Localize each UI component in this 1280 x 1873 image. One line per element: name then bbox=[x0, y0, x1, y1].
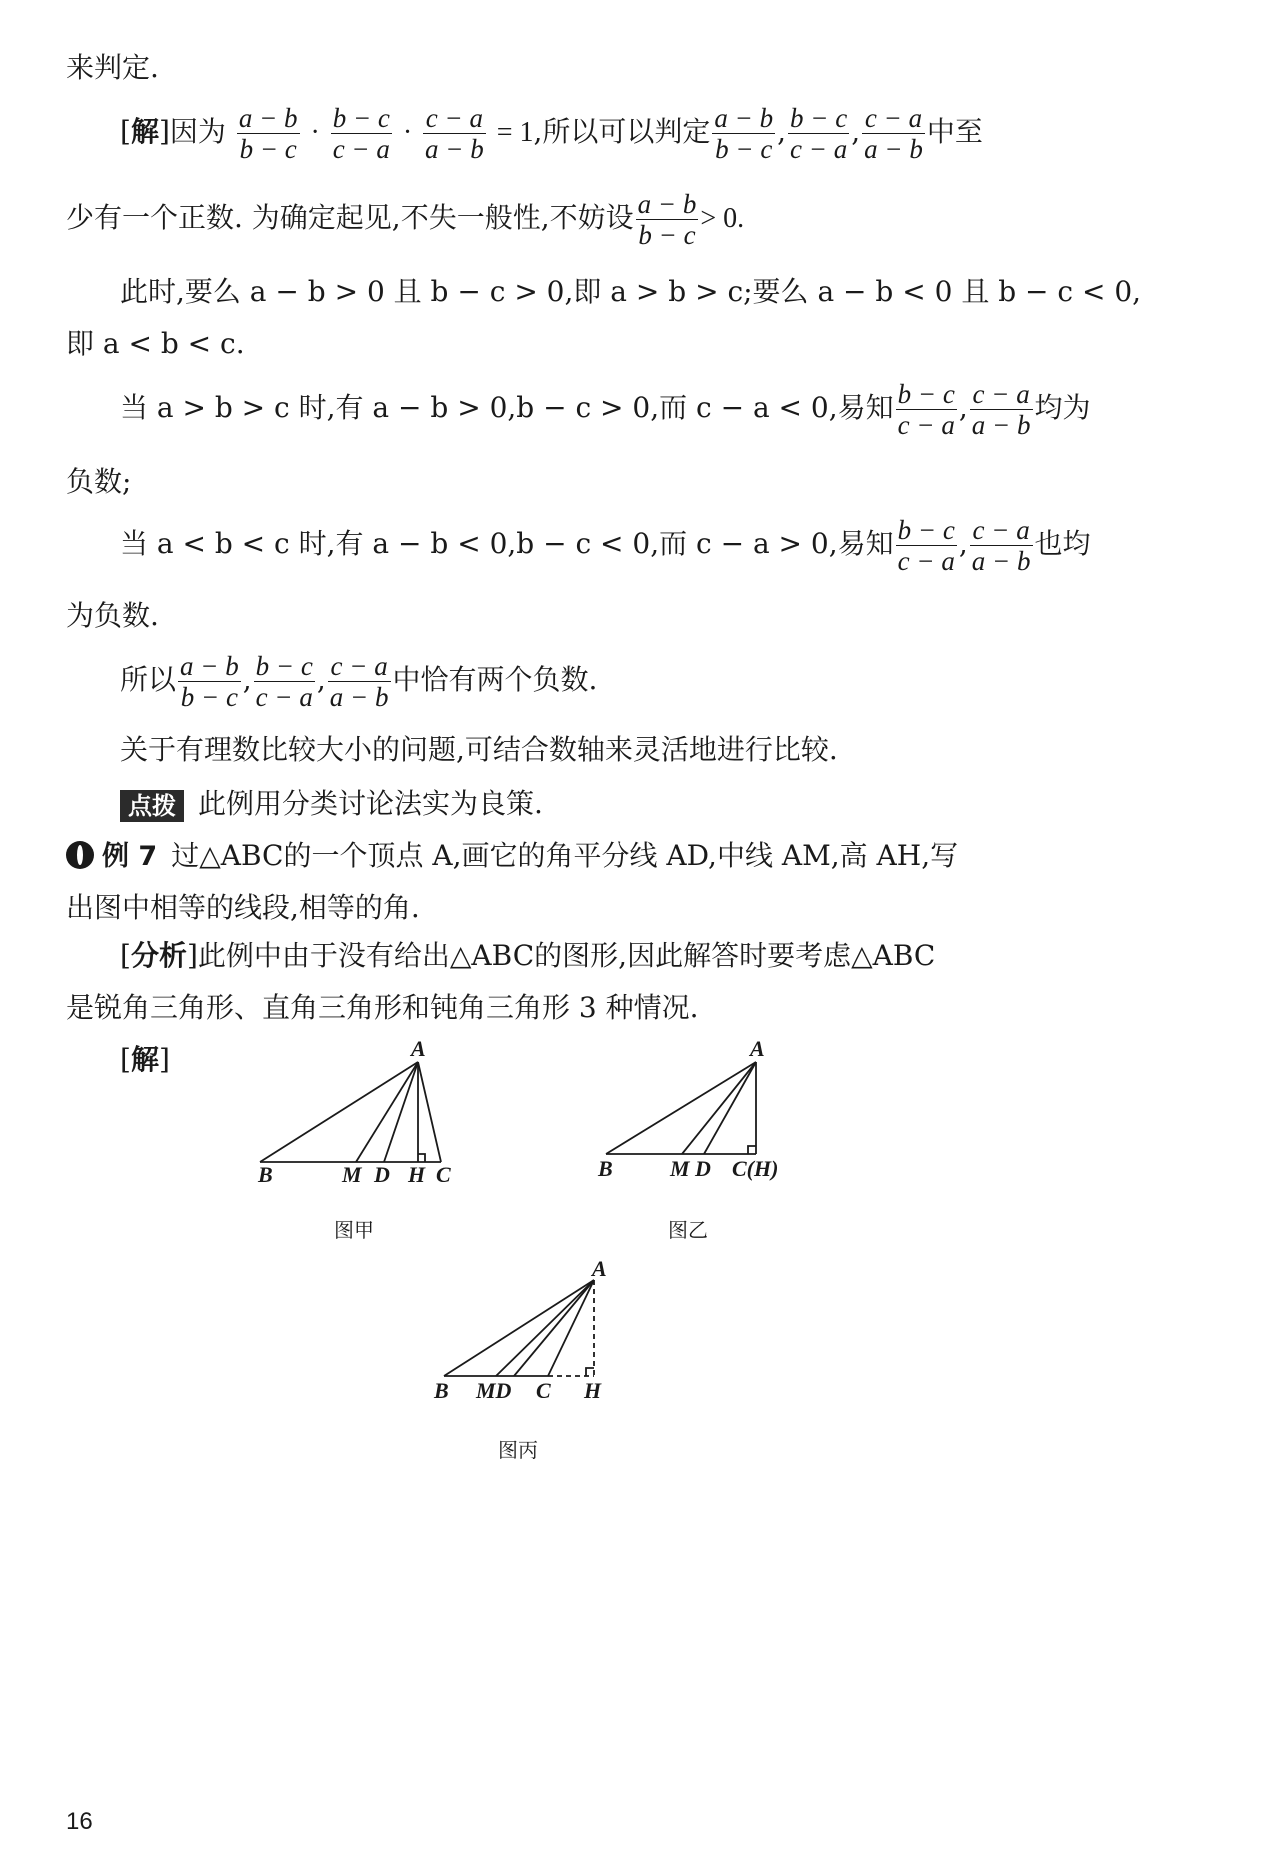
example-label: 例 7 bbox=[102, 841, 158, 872]
fraction: $\frac{b - c}{c - a}$ bbox=[897, 379, 955, 440]
label-C: C bbox=[536, 1378, 551, 1403]
fraction: $\frac{c - a}{a - b}$ bbox=[971, 379, 1031, 440]
fraction: $\frac{c - a}{a - b}$ bbox=[864, 103, 923, 164]
analysis-label: [分析] bbox=[120, 939, 198, 972]
label-C-H: C(H) bbox=[732, 1156, 779, 1181]
fraction: $\frac{c - a}{a - b}$ bbox=[425, 103, 484, 164]
label-B: B bbox=[434, 1378, 449, 1403]
para-7: 负数; bbox=[66, 465, 132, 498]
fraction: $\frac{c - a}{a - b}$ bbox=[971, 515, 1031, 576]
label-H: H bbox=[584, 1378, 602, 1403]
para-1: 来判定. bbox=[66, 51, 159, 84]
para-3: 少有一个正数. 为确定起见,不失一般性,不妨设 $\frac{a - b}{b - c}$ > 0. bbox=[66, 189, 745, 250]
figure-obtuse-triangle bbox=[428, 1256, 648, 1406]
label-A: A bbox=[750, 1036, 765, 1061]
analysis-line-2: 是锐角三角形、直角三角形和钝角三角形 3 种情况. bbox=[66, 991, 699, 1024]
label-B: B bbox=[258, 1162, 273, 1187]
para-6: 当 a > b > c 时,有 a − b > 0,b − c > 0,而 c − a < 0,易知 $\frac{b - c}{c - a}$ , $\frac{c - a}{a - b}$ 均为 bbox=[120, 379, 1091, 440]
fraction: $\frac{a - b}{b - c}$ bbox=[714, 103, 774, 164]
para-5: 即 a < b < c. bbox=[66, 327, 245, 360]
para-9: 为负数. bbox=[66, 599, 159, 632]
analysis-line-1: [分析]此例中由于没有给出△ABC的图形,因此解答时要考虑△ABC bbox=[120, 939, 936, 972]
figure-right-triangle bbox=[592, 1034, 812, 1184]
solution-label: [解] bbox=[120, 115, 170, 148]
para-11: 关于有理数比较大小的问题,可结合数轴来灵活地进行比较. bbox=[120, 733, 838, 766]
example-icon bbox=[66, 841, 94, 869]
fraction: $\frac{b - c}{c - a}$ bbox=[897, 515, 955, 576]
para-8: 当 a < b < c 时,有 a − b < 0,b − c < 0,而 c − a > 0,易知 $\frac{b - c}{c - a}$ , $\frac{c - a}{a - b}$ 也均 bbox=[120, 515, 1091, 576]
solution-line-2 bbox=[120, 1040, 170, 1080]
label-C: C bbox=[436, 1162, 451, 1187]
figure-3-caption: 图丙 bbox=[498, 1438, 538, 1462]
fraction: $\frac{a - b}{b - c}$ bbox=[180, 651, 239, 712]
label-M-D: M D bbox=[670, 1156, 711, 1181]
figure-2-caption: 图乙 bbox=[668, 1218, 708, 1242]
solution-label-2: [解] bbox=[120, 1043, 170, 1076]
label-D: D bbox=[374, 1162, 390, 1187]
figure-acute-triangle bbox=[248, 1040, 508, 1190]
label-A: A bbox=[411, 1040, 426, 1061]
example-line-2: 出图中相等的线段,相等的角. bbox=[66, 891, 420, 924]
fraction: $\frac{b - c}{c - a}$ bbox=[255, 651, 313, 712]
page-number: 16 bbox=[66, 1808, 93, 1835]
para-4: 此时,要么 a − b > 0 且 b − c > 0,即 a > b > c;要么 a − b < 0 且 b − c < 0, bbox=[120, 275, 1142, 308]
tip-badge: 点拨 bbox=[120, 790, 184, 822]
label-B: B bbox=[598, 1156, 613, 1181]
figure-1-caption: 图甲 bbox=[334, 1218, 374, 1242]
tip-line: 点拨 此例用分类讨论法实为良策. bbox=[120, 784, 543, 824]
label-M: M bbox=[342, 1162, 362, 1187]
label-M-D: MD bbox=[476, 1378, 512, 1403]
label-H: H bbox=[408, 1162, 426, 1187]
fraction: $\frac{b - c}{c - a}$ bbox=[332, 103, 390, 164]
example-line-1: 例 7 过△ABC的一个顶点 A,画它的角平分线 AD,中线 AM,高 AH,写 bbox=[66, 836, 958, 877]
fraction: $\frac{a - b}{b - c}$ bbox=[637, 189, 697, 250]
fraction: $\frac{b - c}{c - a}$ bbox=[790, 103, 848, 164]
fraction: $\frac{a - b}{b - c}$ bbox=[238, 103, 298, 164]
para-10: 所以 $\frac{a - b}{b - c}$ , $\frac{b - c}{c - a}$ , $\frac{c - a}{a - b}$ 中恰有两个负数. bbox=[120, 651, 598, 712]
label-A: A bbox=[592, 1256, 607, 1281]
solution-line-1: [解]因为 $\frac{a - b}{b - c}$ · $\frac{b - c}{c - a}$ · $\frac{c - a}{a - b}$ = 1,所以可以判定 $\frac{a - b}{b - c}$ , $\frac{b - c}{c - a}$ , $\frac{c - a}{a - b}$ 中至 bbox=[120, 103, 983, 164]
fraction: $\frac{c - a}{a - b}$ bbox=[329, 651, 389, 712]
